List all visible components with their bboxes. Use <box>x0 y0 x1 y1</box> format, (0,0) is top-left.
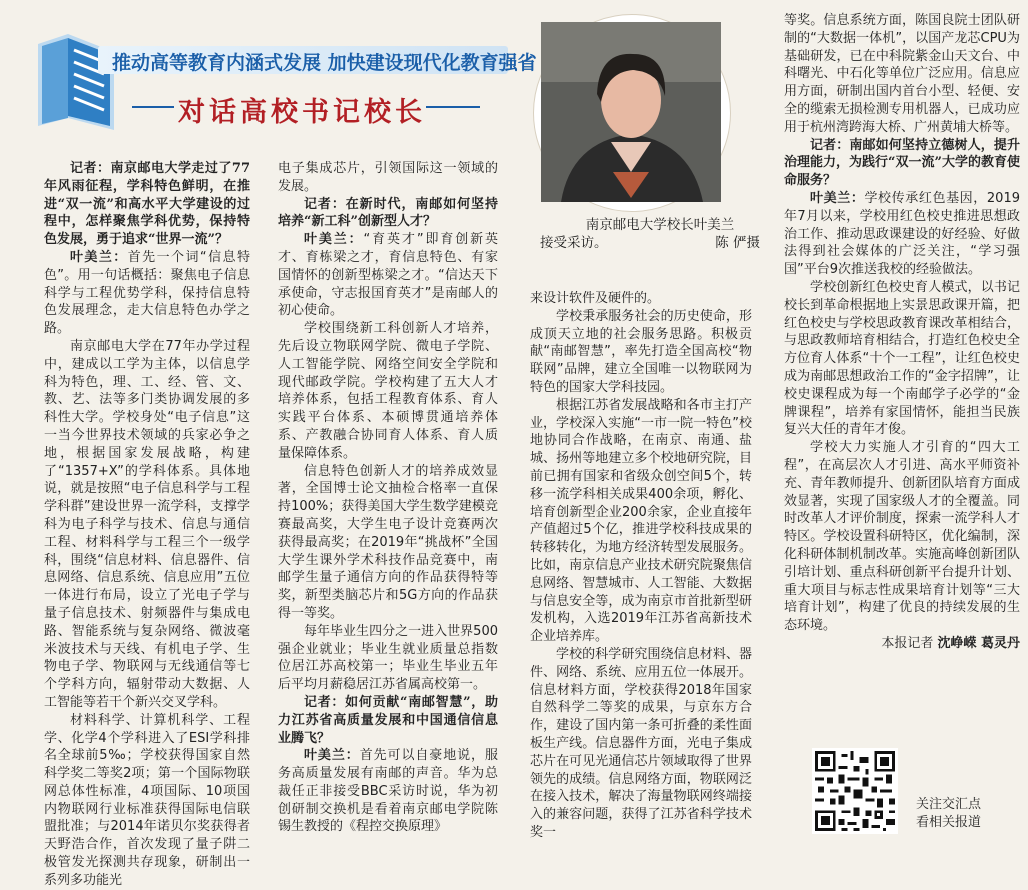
speaker-label: 叶美兰： <box>810 190 865 206</box>
paragraph <box>784 190 1020 279</box>
paragraph-text: 学校大力实施人才引育的“四大工程”，在高层次人才引进、高水平师资补充、青年教师提升、创新团队培育方面成效显著，实现了国家级人才的全覆盖。同时改革人才评价制度，探索一流学科人才特区。学校设置科研特区，优化编制，深化科研体制机制改革。实施高峰创新团队引培计划、重点科研创新平台提升计划、重大项目与标志性成果培育计划等“三大培育计划”，构建了优良的持续发展的生态环境。 <box>784 440 1020 634</box>
qr-label-line1: 关注交汇点 <box>916 797 982 812</box>
paragraph <box>44 249 250 338</box>
paragraph <box>784 279 1020 439</box>
paragraph <box>44 160 250 249</box>
paragraph <box>530 290 752 308</box>
qr-code[interactable] <box>812 748 898 834</box>
byline-prefix: 本报记者 <box>881 635 934 651</box>
paragraph <box>278 694 498 747</box>
byline-names: 沈峥嵘 葛灵丹 <box>937 635 1020 651</box>
paragraph <box>278 196 498 232</box>
paragraph-text: 信息特色创新人才的培养成效显著，全国博士论文抽检合格率一直保持100%；获得美国大学生数学建模竞赛最高奖，大学生电子设计竞赛两次获得最高奖；在2019年“挑战杯”全国大学生课外学术科技作品竞赛中，南邮学生量子通信方向的作品获得特等奖，新型类脑芯片和5G方向的作品获得一等奖。 <box>278 463 498 621</box>
paragraph-text: 等奖。信息系统方面，陈国良院士团队研制的“大数据一体机”，以国产龙芯CPU为基础研发，已在中科院紫金山天文台、中科曙光、中石化等单位广泛应用。信息应用方面，研制出国内首台小型、轻便、安全的缆索无损检测专用机器人，已成功应用于杭州湾跨海大桥、广州黄埔大桥等。 <box>784 13 1020 135</box>
paragraph-text: 在新时代，南邮如何坚持培养“新工科”创新型人才？ <box>278 196 498 230</box>
paragraph <box>278 463 498 623</box>
paragraph-text: 首先可以自豪地说，服务高质量发展有南邮的声音。华为总裁任正非接受BBC采访时说，华为初创研制交换机是看着南京邮电学院陈锡生教授的《程控交换原理》 <box>278 748 498 835</box>
paragraph-text: 南京邮电大学走过了77年风雨征程，学科特色鲜明，在推进“双一流”和高水平大学建设的过程中，怎样聚焦学科优势，保持特色发展，勇于追求“世界一流”？ <box>44 161 250 248</box>
header-banner <box>28 20 537 140</box>
paragraph <box>44 338 250 712</box>
photo-caption <box>540 216 760 252</box>
article-column-2 <box>278 160 498 850</box>
banner-divider-right <box>426 106 480 108</box>
article-column-3 <box>530 290 752 850</box>
portrait-figure <box>541 22 721 202</box>
speaker-label: 叶美兰： <box>304 748 360 764</box>
paragraph <box>278 231 498 320</box>
paragraph-text: 学校传承红色基因，2019年7月以来，学校用红色校史推进思想政治工作、推动思政课建设的好经验、好做法得到社会媒体的广泛关注，“学习强国”平台9次推送我校的经验做法。 <box>784 190 1020 278</box>
speaker-label: 叶美兰： <box>70 249 128 265</box>
paragraph <box>278 623 498 694</box>
article-column-4 <box>784 12 1020 712</box>
paragraph-text: 南京邮电大学在77年办学过程中，建成以工学为主体，以信息学科为特色，理、工、经、管、文、教、艺、法等多门类协调发展的多科性大学。学校身处“电子信息”这一当今世界技术领域的兵家必争之地，根据国家发展战略，构建了“1357+X”的学科体系。具体地说，就是按照“电子信息科学与工程学科群”建设世界一流学科，支撑学科为电子科学与技术、信息与通信工程、材料科学与工程三个一级学科，围绕“信息材料、信息器件、信息网络、信息系统、信息应用”五位一体进行布局，设立了光电子学与量子信息技术、射频器件与集成电路、智能系统与复杂网络、微波毫米波技术与天线、有机电子学、生物电子学、物联网与无线通信等七个学科方向，辐射带动大数据、人工智能等若干个新兴交叉学科。 <box>44 338 250 710</box>
paragraph-text: 学校的科学研究围绕信息材料、器件、网络、系统、应用五位一体展开。信息材料方面，学校获得2018年国家自然科学二等奖的成果，与京东方合作，建设了国内第一条可折叠的柔性面板生产线。信息器件方面，光电子集成芯片在可见光通信芯片领域取得了世界领先的成绩。信息网络方面，物联网泛在接入技术，解决了海量物联网终端接入的兼容问题，获得了江苏省科学技术奖一 <box>530 646 752 840</box>
paragraph-text: 每年毕业生四分之一进入世界500强企业就业；毕业生就业质量总指数位居江苏高校第一；毕业生毕业五年后平均月薪稳居江苏省属高校第一。 <box>278 623 498 693</box>
paragraph <box>530 308 752 397</box>
paragraph-text: “育英才”即育创新英才、育栋梁之才，育信息特色、有家国情怀的创新型栋梁之才。“信达天下承使命，守志报国育英才”是南邮人的初心使命。 <box>278 232 498 319</box>
speaker-label: 叶美兰： <box>304 232 364 248</box>
paragraph-text: 南邮如何坚持立德树人，提升治理能力，为践行“双一流”大学的教育使命服务？ <box>784 137 1020 189</box>
banner-divider-left <box>132 106 174 108</box>
byline <box>784 635 1020 653</box>
qr-label <box>916 796 981 832</box>
speaker-label: 记者： <box>810 137 850 153</box>
paragraph-text: 来设计软件及硬件的。 <box>530 291 661 306</box>
paragraph <box>278 160 498 196</box>
paragraph <box>530 646 752 842</box>
paragraph <box>44 712 250 890</box>
caption-line2 <box>540 234 760 252</box>
paragraph-text: 材料科学、计算机科学、工程学、化学4个学科进入了ESI学科排名全球前5‰；学校获得国家自然科学奖二等奖2项；第一个国际物联网总体性标准，4项国际、10项国内物联网行业标准获得国际电信联盟批准；与2014年诺贝尔奖获得者天野浩合作，首次发现了量子阱二极管发光探测共存现象，研制出一系列多功能光 <box>44 712 250 888</box>
paragraph-text: 学校创新红色校史育人模式，以书记校长到革命根据地上实景思政课开篇，把红色校史与学校思政教育课改革相结合，与思政教师培育相结合，打造红色校史全方位育人体系“十个一工程”，让红色校史成为南邮思想政治工作的“金字招牌”，让校史课程成为每一个南邮学子必学的“金牌课程”，培养有家国情怀，能担当民族复兴大任的青年才俊。 <box>784 279 1020 438</box>
paragraph-text: 学校秉承服务社会的历史使命，形成顶天立地的社会服务思路。积极贡献“南邮智慧”，率先打造全国高校“物联网”品牌，建立全国唯一以物联网为特色的国家大学科技园。 <box>530 308 752 395</box>
paragraph-text: 学校围绕新工科创新人才培养，先后设立物联网学院、微电子学院、人工智能学院、网络空间安全学院和现代邮政学院。学校构建了五大人才培养体系，包括工程教育体系、育人实践平台体系、本硕博贯通培养体系、产教融合协同育人体系、育人质量保障体系。 <box>278 321 498 461</box>
caption-line1: 南京邮电大学校长叶美兰 <box>585 217 735 233</box>
speaker-label: 记者： <box>304 694 346 710</box>
qr-label-line2: 看相关报道 <box>916 815 982 830</box>
book-icon <box>28 26 120 136</box>
paragraph <box>530 397 752 646</box>
paragraph-text: 首先一个词“信息特色”。用一句话概括：聚焦电子信息科学与工程优势学科，保持信息特色发展理念，走大信息特色办学之路。 <box>44 249 250 337</box>
paragraph <box>784 12 1020 137</box>
paragraph <box>784 137 1020 190</box>
article-column-4-body <box>784 12 1020 635</box>
paragraph-text: 根据江苏省发展战略和各市主打产业，学校深入实施“一市一院一特色”校地协同合作战略，在南京、南通、盐城、扬州等地建立多个校地研究院，目前已拥有国家和省级众创空间5个，转移一流学科相关成果400余项，孵化、培育创新型企业200余家，企业直接年产值超过5个亿，推进学校科技成果的转移转化，为地方经济转型发展服务。比如，南京信息产业技术研究院聚焦信息网络、智慧城市、人工智能、大数据与信息安全等，成为南京市首批新型研发机构，入选2019年江苏省高新技术企业培养库。 <box>530 397 752 645</box>
paragraph <box>784 439 1020 635</box>
banner-subtitle: 对话高校书记校长 <box>178 97 426 128</box>
paragraph <box>278 747 498 836</box>
speaker-label: 记者： <box>70 161 111 176</box>
portrait-photo <box>541 22 721 202</box>
speaker-label: 记者： <box>304 196 346 212</box>
caption-photographer: 陈 俨摄 <box>715 235 760 251</box>
caption-line2-left: 接受采访。 <box>540 235 608 251</box>
paragraph <box>278 320 498 462</box>
banner-title: 推动高等教育内涵式发展 加快建设现代化教育强省 <box>112 52 537 74</box>
paragraph-text: 电子集成芯片，引领国际这一领域的发展。 <box>278 161 498 194</box>
paragraph-text: 如何贡献“南邮智慧”，助力江苏省高质量发展和中国通信信息业腾飞？ <box>278 694 498 746</box>
article-column-1 <box>44 160 250 888</box>
